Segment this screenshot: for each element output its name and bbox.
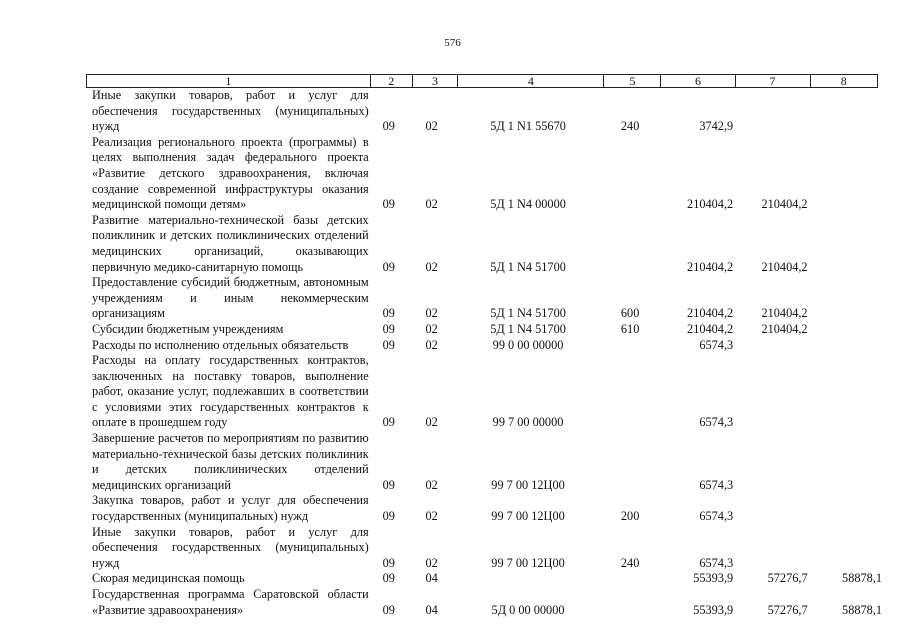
- row-name: Реализация регионального проекта (программы) в целях выполнения задач федерального проекта «Развитие детского здравоохранения, включая создание современной инфраструктуры оказания медицинской помощи детям»: [92, 134, 369, 212]
- row-section: 09: [382, 555, 395, 570]
- row-name: Скорая медицинская помощь: [92, 571, 245, 586]
- table-row: [92, 525, 882, 572]
- row-name: Закупка товаров, работ и услуг для обеспечения государственных (муниципальных) нужд: [92, 493, 369, 524]
- row-subsection: 02: [425, 555, 438, 570]
- table-row: [92, 135, 882, 213]
- table-row: [92, 587, 882, 618]
- row-target-code: 99 7 00 00000: [492, 415, 564, 430]
- table-row: [92, 322, 882, 338]
- row-name: Расходы на оплату государственных контрактов, заключенных на поставку товаров, выполнение работ, оказание услуг, подлежавших в соответствии с условиями этих государственных контрактов к оплате в прошедшем году: [92, 353, 369, 430]
- row-sum-1: 6574,3: [699, 555, 734, 570]
- header-col-2: 2: [370, 75, 412, 87]
- row-section: 09: [382, 259, 395, 274]
- row-section: 09: [382, 119, 395, 134]
- row-sum-1: 6574,3: [699, 415, 734, 430]
- row-sum-2: 210404,2: [761, 306, 808, 321]
- row-target-code: 99 0 00 00000: [492, 337, 564, 352]
- row-subsection: 02: [425, 197, 438, 212]
- row-section: 09: [382, 477, 395, 492]
- row-subsection: 04: [425, 602, 438, 617]
- table-row: [92, 571, 882, 587]
- row-sum-1: 210404,2: [687, 197, 734, 212]
- row-subsection: 02: [425, 306, 438, 321]
- table-row: [92, 493, 882, 524]
- row-sum-2: 210404,2: [761, 259, 808, 274]
- row-target-code: 5Д 1 N4 51700: [490, 321, 566, 336]
- row-sum-2: 210404,2: [761, 321, 808, 336]
- row-target-code: 5Д 0 00 00000: [491, 602, 565, 617]
- row-name: Субсидии бюджетным учреждениям: [92, 321, 284, 336]
- row-expense-type: 610: [620, 321, 640, 336]
- row-expense-type: 240: [620, 555, 640, 570]
- header-col-8: 8: [810, 75, 877, 87]
- row-target-code: 99 7 00 12Ц00: [491, 509, 565, 524]
- row-target-code: 5Д 1 N4 51700: [490, 306, 566, 321]
- row-sum-2: 57276,7: [767, 602, 808, 617]
- row-sum-1: 55393,9: [693, 571, 734, 586]
- row-subsection: 02: [425, 509, 438, 524]
- row-sum-1: 6574,3: [699, 509, 734, 524]
- row-sum-3: 58878,1: [842, 602, 883, 617]
- row-name: Государственная программа Саратовской области «Развитие здравоохранения»: [92, 587, 369, 617]
- header-col-5: 5: [603, 75, 660, 87]
- header-col-3: 3: [412, 75, 458, 87]
- row-subsection: 04: [425, 571, 438, 586]
- table-row: [92, 88, 882, 135]
- header-col-1: 1: [225, 74, 232, 88]
- header-col-6: 6: [660, 75, 734, 87]
- row-subsection: 02: [425, 259, 438, 274]
- row-section: 09: [382, 509, 395, 524]
- table-row: [92, 338, 882, 354]
- row-expense-type: 240: [620, 119, 640, 134]
- row-sum-2: 210404,2: [761, 197, 808, 212]
- page-number: 576: [444, 37, 461, 49]
- row-name: Иные закупки товаров, работ и услуг для обеспечения государственных (муниципальных) нужд: [92, 88, 369, 134]
- row-sum-1: 3742,9: [699, 119, 734, 134]
- table-header: [86, 74, 878, 88]
- header-col-7: 7: [735, 75, 810, 87]
- row-section: 09: [382, 337, 395, 352]
- row-target-code: 5Д 1 N4 00000: [490, 197, 566, 212]
- row-sum-2: 57276,7: [767, 571, 808, 586]
- row-section: 09: [382, 306, 395, 321]
- row-target-code: 5Д 1 N4 51700: [490, 259, 566, 274]
- header-col-4: 4: [457, 75, 603, 87]
- row-target-code: 5Д 1 N1 55670: [490, 119, 566, 134]
- row-sum-1: 210404,2: [687, 259, 734, 274]
- row-target-code: 99 7 00 12Ц00: [491, 477, 565, 492]
- row-section: 09: [382, 602, 395, 617]
- row-section: 09: [382, 321, 395, 336]
- row-expense-type: 600: [620, 306, 640, 321]
- row-subsection: 02: [425, 321, 438, 336]
- row-sum-1: 210404,2: [687, 306, 734, 321]
- row-subsection: 02: [425, 415, 438, 430]
- row-sum-1: 6574,3: [699, 337, 734, 352]
- table-row: [92, 431, 882, 493]
- row-name: Развитие материально-технической базы детских поликлиник и детских поликлинических отделений медицинских организаций, оказывающих первичную медико-санитарную помощь: [92, 212, 369, 274]
- row-sum-1: 6574,3: [699, 477, 734, 492]
- row-name: Иные закупки товаров, работ и услуг для обеспечения государственных (муниципальных) нужд: [92, 524, 369, 570]
- row-sum-3: 58878,1: [842, 571, 883, 586]
- row-expense-type: 200: [620, 509, 640, 524]
- row-subsection: 02: [425, 119, 438, 134]
- row-section: 09: [382, 571, 395, 586]
- row-name: Предоставление субсидий бюджетным, автономным учреждениям и иным некоммерческим организациям: [92, 275, 369, 321]
- row-subsection: 02: [425, 337, 438, 352]
- table-row: [92, 353, 882, 431]
- row-section: 09: [382, 197, 395, 212]
- row-sum-1: 210404,2: [687, 321, 734, 336]
- row-target-code: 99 7 00 12Ц00: [491, 555, 565, 570]
- table-row: [92, 213, 882, 275]
- row-name: Расходы по исполнению отдельных обязательств: [92, 337, 349, 352]
- row-sum-1: 55393,9: [693, 602, 734, 617]
- row-name: Завершение расчетов по мероприятиям по развитию материально-технической базы детских поликлиник и детских поликлинических отделений медицинских организаций: [92, 431, 369, 492]
- row-subsection: 02: [425, 477, 438, 492]
- row-section: 09: [382, 415, 395, 430]
- table-row: [92, 275, 882, 322]
- table-body: [92, 88, 882, 618]
